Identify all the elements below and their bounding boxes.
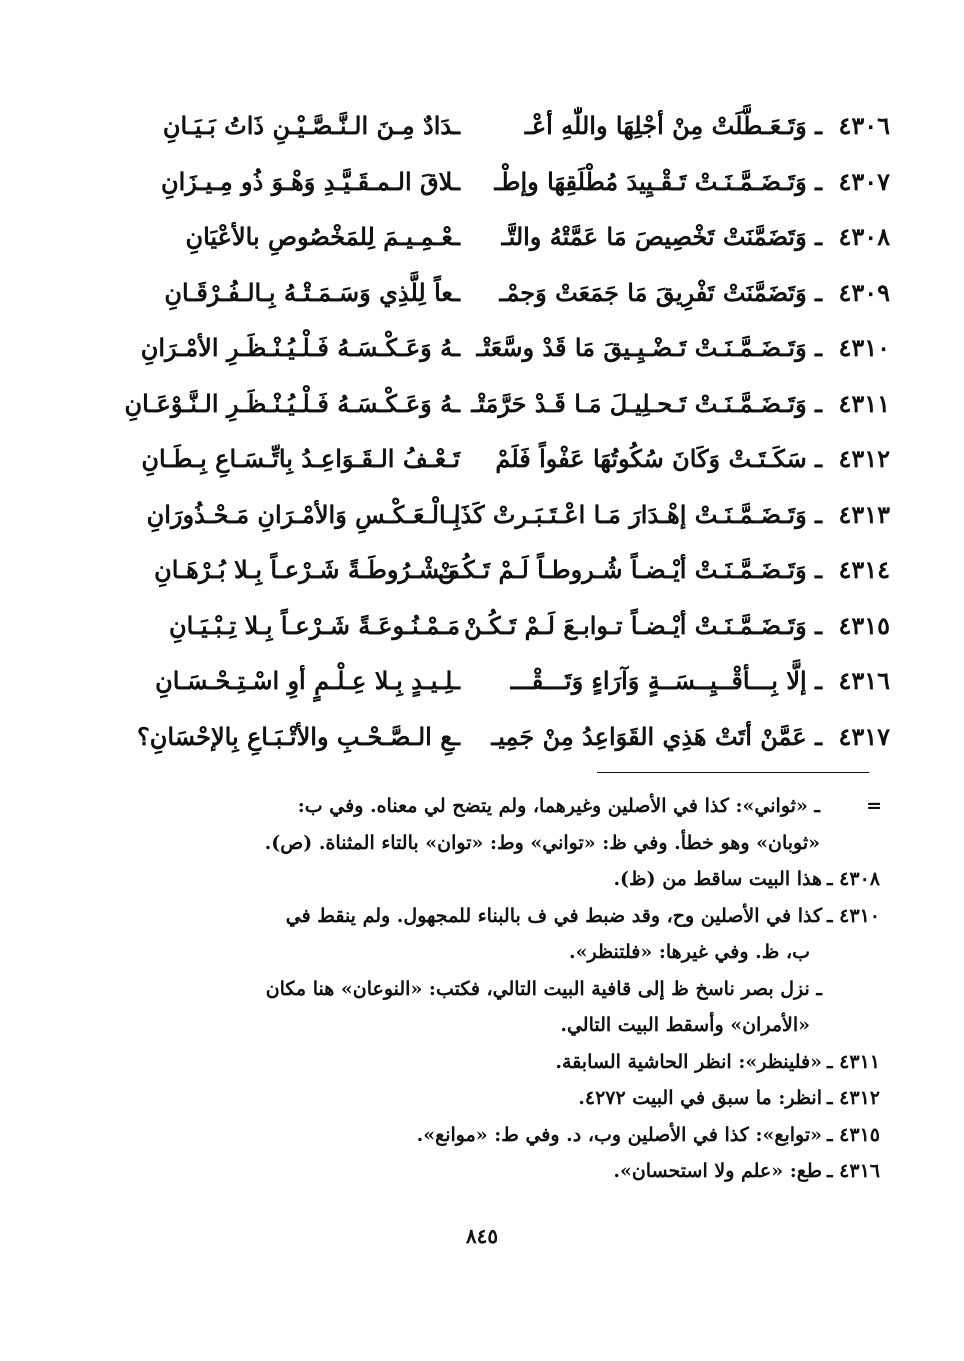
verse-row [60,320,890,376]
verse-first-text: وَتَـضَـمَّـنَـتْ أيْـضـاً شُـروطـاً لَـمْ تَـكُـنْ [437,555,807,584]
verse-row [60,653,890,709]
verse-dash: ـ [806,555,831,584]
verse-first-text: وَتَـعَـطَّلَتْ مِنْ أجْلِهَا واللّٰهِ أعْـ [524,111,807,140]
verse-first-hemistich [480,431,890,486]
footnote-text: «توابع»: كذا في الأصلين وب، د. وفي ط: «موانع». [416,1123,822,1146]
verse-number: ٤٣٠٨ [838,222,890,251]
continuation-marker: = [866,795,882,817]
footnote-text: «فلينظر»: انظر الحاشية السابقة. [555,1050,822,1073]
footnote-text: انظر: ما سبق في البيت ٤٢٧٢. [578,1087,822,1109]
verse-first-hemistich [480,98,890,153]
page-number: ٨٤٥ [465,1224,499,1248]
verse-first-text: وَتَـضَـمَّـنَـتْ إهْـدَارَ مَـا اعْـتَـبَـرتْ كَذَا [453,499,807,529]
verse-number: ٤٣١٧ [838,721,890,751]
verse-dash: ـ [806,721,831,751]
verse-first-text: وَتَـضَـمَّـنَـتْ أيْـضـاً تـوابـعَ لَـمْ تَـكُـنْ [463,610,807,640]
verse-number: ٤٣١٣ [838,499,890,529]
verse-row [60,376,890,432]
verse-first-text: سَكَـتَـتْ وَكَانَ سُكُوتُهَا عَفْواً فَلَمْ [495,444,807,473]
verse-dash: ـ [806,444,831,473]
verse-first-hemistich [476,320,890,375]
verse-number: ٤٣١٢ [838,444,890,473]
footnote-line: «ثوبان» وهو خطأ. وفي ظ: «تواني» وط: «توان» بالتاء المثناة. (ص). [264,831,820,854]
footnote-text: هذا البيت ساقط من (ظ). [613,868,822,890]
verse-row [60,709,890,765]
verse-number: ٤٣٠٩ [838,277,890,307]
verse-first-hemistich [437,542,890,597]
footnote-text: كذا في الأصلين وح، وقد ضبط في ف بالبناء للمجهول. ولم ينقط في [285,904,822,927]
verse-number: ٤٣١١ [838,388,890,418]
verse-first-hemistich [471,376,890,431]
footnote-label: ٤٣١٢ ـ [826,1087,880,1109]
verse-number: ٤٣٠٧ [838,166,890,196]
verse-dash: ـ [806,222,831,251]
verse-first-hemistich [480,209,890,264]
verse-row [60,98,890,154]
footnote-item [80,1117,880,1154]
verse-row [60,265,890,321]
footnote-item [80,971,880,1044]
footnote-item [80,1153,880,1190]
verse-second-hemistich: بِـالْـعَـكْـسِ وَالأمْـرَانِ مَـحْـذُورَانِ [146,499,460,529]
verse-first-text: عَمَّنْ أتَتْ هَذِي القَوَاعِدُ مِنْ جَمِيـ [491,721,807,751]
verse-dash: ـ [806,610,831,640]
footnote-item [80,1044,880,1081]
verse-first-hemistich [480,154,890,209]
verse-first-text: إلَّا بِـــأقْــيِــسَــةٍ وَآرَاءٍ وَتَـــقْـــ [510,666,807,695]
poem-verses [60,98,890,764]
footnote-continuation: «الأمران» وأسقط البيت التالي. [560,1014,810,1036]
footnote-separator [597,772,869,773]
verse-second-hemistich: مَـمْـنُـوعَـةً شَـرْعـاً بِـلا تِـبْـيَـانِ [168,610,460,640]
verse-row [60,598,890,654]
verse-dash: ـ [806,111,831,140]
verse-row [60,487,890,543]
verse-number: ٤٣٠٦ [838,111,890,140]
verse-first-text: وَتَضَمَّنَتْ تَخْصِيصَ مَا عَمَّتْهُ والتَّـ [501,222,807,251]
verse-second-hemistich: ـلاقَ الـمـقَـيَّـدِ وَهْـوَ ذُو مِـيـزَانِ [160,166,460,196]
footnote-text: ـ نزل بصر ناسخ ظ إلى قافية البيت التالي، فكتب: «النوعان» هنا مكان [265,977,822,1000]
verse-number: ٤٣١٦ [838,666,890,695]
footnote-label: ٤٣١١ ـ [826,1050,880,1073]
verse-first-text: وَتَـضَـمَّـنَـتْ تَـحـلِيـلَ مَـا قَـدْ حَرَّمَتْـ [471,388,807,418]
verse-second-hemistich: ـعْـمِـيـمَ لِلمَخْصُوصِ بالأعْيَانِ [185,222,460,251]
verse-first-text: وَتَضَمَّنَتْ تَفْرِيقَ مَا جَمَعَتْ وَجمْـ [499,277,807,307]
verse-second-hemistich: تَـعْـفُ الـقَـوَاعِـدُ بِاتِّـسَـاعِ بِـطَـانِ [141,444,460,473]
verse-second-hemistich: ـهُ وَعَـكْـسَـهُ فَـلْـيُـنْـظَـرِ الـنَّـوْعَـانِ [124,388,460,418]
footnote-text: طع: «علم ولا استحسان». [613,1160,822,1182]
verse-row [60,542,890,598]
verse-first-hemistich [480,653,890,708]
footnote-item [80,898,880,971]
footnote-label: ٤٣٠٨ ـ [826,868,880,890]
footnote-item [80,1080,880,1117]
verse-second-hemistich: ـهُ وَعَـكْـسَـهُ فَـلْـيُـنْـظَـرِ الأمْـرَانِ [140,333,460,362]
verse-dash: ـ [806,499,831,529]
verse-dash: ـ [806,333,831,362]
footnote-label: ٤٣١٠ ـ [826,904,880,927]
verse-second-hemistich: ـعِ الـصَّـحْـبِ والأتْـبَـاعِ بِالإحْسَانِ؟ [137,721,460,751]
verse-row [60,431,890,487]
footnote-continued [80,788,880,861]
verse-dash: ـ [806,388,831,418]
verse-number: ٤٣١٥ [838,610,890,640]
verse-row [60,209,890,265]
verse-first-hemistich [453,487,890,542]
verse-second-hemistich: مَـشْـرُوطَـةً شَـرْعـاً بِـلا بُـرْهَـانِ [154,555,460,584]
footnote-label: ٤٣١٥ ـ [826,1123,880,1146]
verse-dash: ـ [806,666,831,695]
verse-dash: ـ [806,166,831,196]
footnote-continuation: ب، ظ. وفي غيرها: «فلتنظر». [568,941,810,963]
verse-row [60,154,890,210]
verse-first-text: وَتَـضَـمَّـنَـتْ تَـضْـيِـيقَ مَا قَدْ وسَّعَتْـ [476,333,807,362]
verse-number: ٤٣١٠ [838,333,890,362]
verse-dash: ـ [806,277,831,307]
verse-first-hemistich [480,265,890,320]
footnote-line: ـ «ثواني»: كذا في الأصلين وغيرهما، ولم يتضح لي معناه. وفي ب: [297,795,820,817]
verse-second-hemistich: ـعاً لِلَّذِي وَسَـمَـتْـهُ بِـالـفُـرْقَـانِ [164,277,460,307]
footnote-label: ٤٣١٦ ـ [826,1160,880,1182]
footnote-item [80,861,880,898]
verse-second-hemistich: ـدَادٌ مِـنَ الـنَّـصَّـيْـنِ ذَاتُ بَـيَـانِ [162,111,460,140]
verse-second-hemistich: ـلِـيـدٍ بِـلا عِـلْـمٍ أوِ اسْـتِـحْـسَـانِ [155,666,460,695]
verse-first-hemistich [480,709,890,764]
verse-number: ٤٣١٤ [838,555,890,584]
verse-first-text: وَتَـضَـمَّـنَـتْ تَـقْـيِيدَ مُطْلَقِهَا وإطْـ [494,166,807,196]
verse-first-hemistich [463,598,890,653]
footnotes [80,788,880,1190]
